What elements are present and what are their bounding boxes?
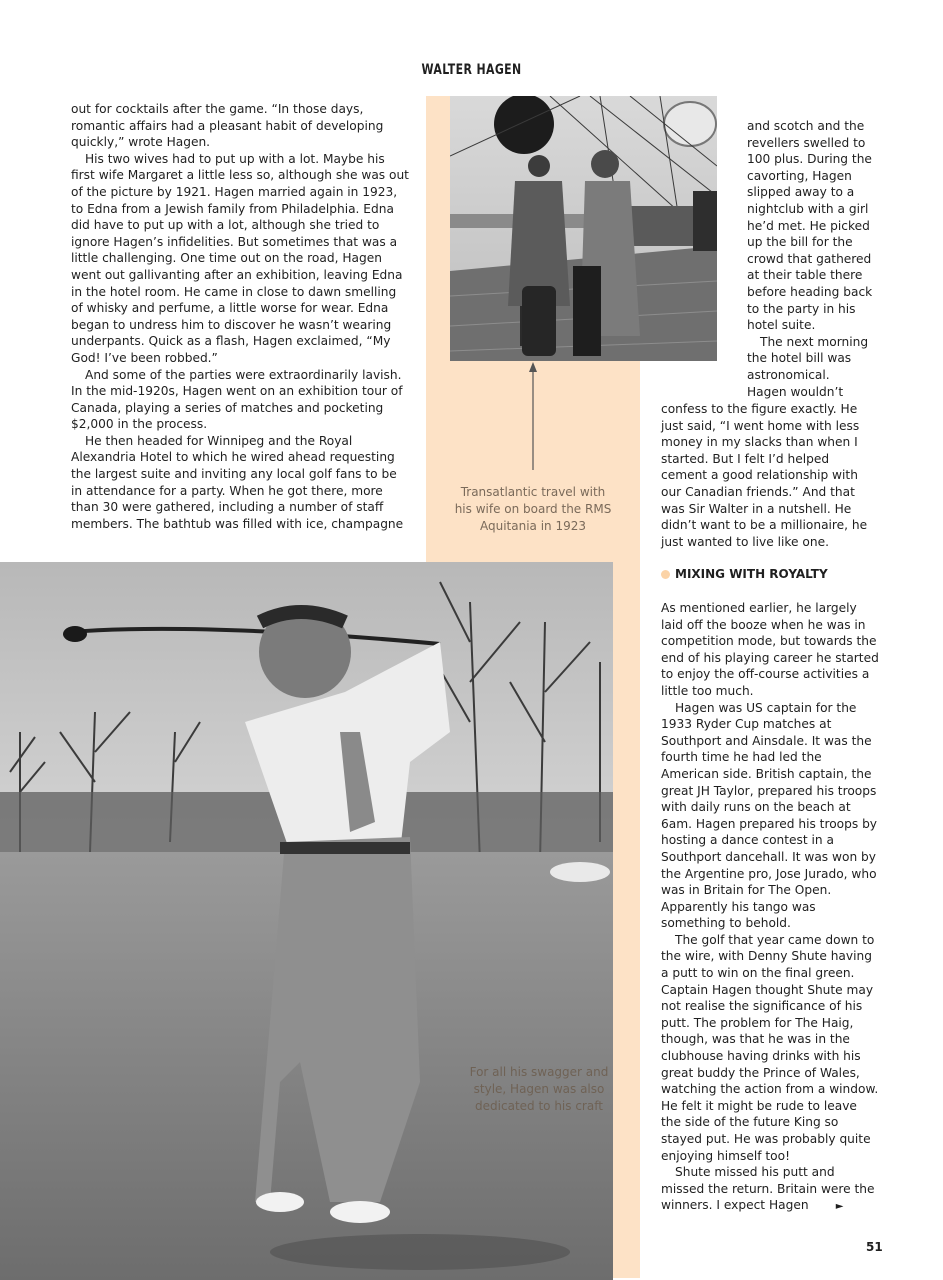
last-paragraph-text: Shute missed his putt and missed the return. Britain were the winners. I expect Hagen — [661, 1165, 875, 1213]
body-paragraph — [661, 1164, 879, 1216]
text-line: to the party in his — [747, 301, 856, 316]
body-paragraph: And some of the parties were extraordinarily lavish. In the mid-1920s, Hagen went on an exhibition tour of Canada, playing a series of matches and pocketing $2,000 in the process. — [71, 367, 403, 432]
body-column-right-narrow — [747, 118, 887, 400]
text-line: before heading back — [747, 284, 873, 299]
caption-panel-side — [613, 560, 640, 1278]
section-heading — [661, 567, 828, 581]
text-line: the hotel bill was — [747, 351, 852, 366]
golf-swing-photo — [0, 562, 613, 1280]
body-paragraph: He then headed for Winnipeg and the Royal Alexandria Hotel to which he wired ahead requesting the largest suite and inviting any local golf fans to be in attendance for a party. When he got there, more than 30 were gathered, including a number of staff members. The bathtub was filled with ice, champagne — [71, 433, 404, 531]
text-line: Hagen wouldn’t — [747, 384, 844, 399]
text-line: he’d met. He picked — [747, 218, 870, 233]
body-paragraph: Hagen was US captain for the 1933 Ryder Cup matches at Southport and Ainsdale. It was the fourth time he had led the American side. British captain, the great JH Taylor, prepared his troops with daily runs on the beach at 6am. Hagen prepared his troops by hosting a dance contest in a Southport dancehall. It was won by the Argentine pro, Jose Jurado, who was in Britain for The Open. Apparently his tango was something to behold. — [661, 700, 878, 931]
ship-deck-photo — [450, 96, 717, 361]
caption-arrow — [527, 360, 539, 472]
bullet-dot — [661, 570, 670, 579]
text-line: nightclub with a girl — [747, 201, 869, 216]
running-header: WALTER HAGEN — [421, 62, 522, 78]
body-paragraph: out for cocktails after the game. “In those days, romantic affairs had a pleasant habit of developing quickly,” wrote Hagen. — [71, 102, 384, 150]
continue-arrow-icon: ► — [835, 1201, 844, 1213]
text-line: slipped away to a — [747, 185, 855, 200]
body-column-right-wide — [661, 401, 875, 550]
text-line: at their table there — [747, 268, 863, 283]
text-line: up the bill for the — [747, 235, 853, 250]
text-line: hotel suite. — [747, 318, 816, 333]
body-paragraph: His two wives had to put up with a lot. Maybe his first wife Margaret a little less so, although she was out of the picture by 1921. Hagen married again in 1923, to Edna from a Jewish family from Philadelphia. Edna did have to put up with a lot, although she tried to ignore Hagen’s infidelities. But sometimes that was a little challenging. One time out on the road, Hagen went out gallivanting after an exhibition, leaving Edna in the hotel room. He came in close to dawn smelling of whisky and perfume, a little worse for wear. Edna began to undress him to discover he wasn’t wearing underpants. Quick as a flash, Hagen exclaimed, “My God! I’ve been robbed.” — [71, 151, 409, 365]
text-line: The next morning — [760, 334, 869, 349]
body-paragraph: The golf that year came down to the wire, with Denny Shute having a putt to win on the final green. Captain Hagen thought Shute may not realise the significance of his putt. The problem for The Haig, though, was that he was in the clubhouse having drinks with his great buddy the Prince of Wales, watching the action from a window. He felt it might be rude to leave the side of the future King so stayed put. He was probably quite enjoying himself too! — [661, 932, 879, 1163]
body-column-left — [71, 101, 411, 532]
text-line: cavorting, Hagen — [747, 168, 852, 183]
body-paragraph: As mentioned earlier, he largely laid off the booze when he was in competition mode, but towards the end of his playing career he started to enjoy the off-course activities a little too much. — [661, 601, 879, 698]
text-line: crowd that gathered — [747, 251, 872, 266]
page-number: 51 — [866, 1240, 883, 1254]
section-heading-text: MIXING WITH ROYALTY — [675, 567, 828, 581]
text-line: 100 plus. During the — [747, 152, 872, 167]
text-line: astronomical. — [747, 367, 830, 382]
ship-photo-caption: Transatlantic travel with his wife on board the RMS Aquitania in 1923 — [454, 485, 612, 533]
golf-photo-caption: For all his swagger and style, Hagen was also dedicated to his craft — [469, 1065, 609, 1113]
body-paragraph: confess to the figure exactly. He just said, “I went home with less money in my slacks than when I started. But I felt I’d helped cement a good relationship with our Canadian friends.” And that was Sir Walter in a nutshell. He didn’t want to be a millionaire, he just wanted to live like one. — [661, 402, 868, 549]
text-line: revellers swelled to — [747, 135, 866, 150]
body-column-section — [661, 600, 879, 1216]
text-line: and scotch and the — [747, 119, 865, 133]
